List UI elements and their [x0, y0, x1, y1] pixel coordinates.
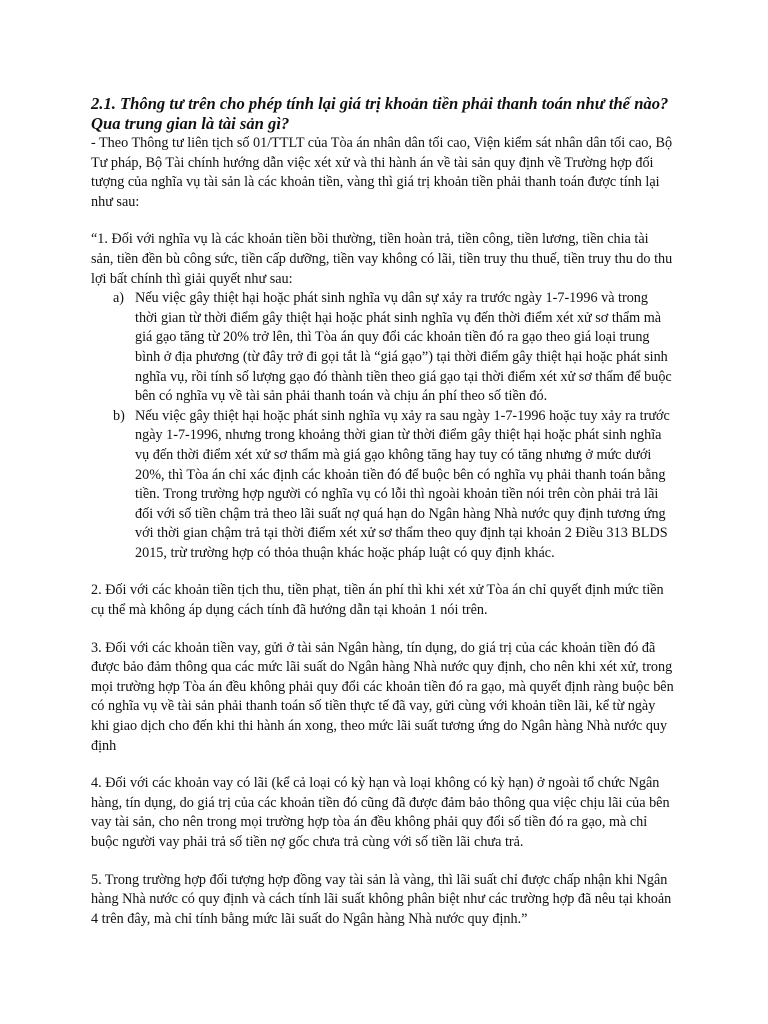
list-item-a [91, 289, 674, 407]
list-item-text: Nếu việc gây thiệt hại hoặc phát sinh nghĩa vụ xảy ra sau ngày 1-7-1996 hoặc tuy xảy ra trước ngày 1-7-1996, nhưng trong khoảng thời gian từ thời điểm gây thiệt hại hoặc phát sinh nghĩa vụ đến thời điểm xét xử sơ thẩm mà giá gạo không tăng hay tuy có tăng nhưng ở mức dưới 20%, thì Tòa án chỉ xác định các khoản tiền đó để buộc bên có nghĩa vụ phải thanh toán bằng tiền. Trong trường hợp người có nghĩa vụ có lỗi thì ngoài khoản tiền nói trên còn phải trả lãi đối với số tiền chậm trả theo lãi suất nợ quá hạn do Ngân hàng Nhà nước quy định tương ứng với thời gian chậm trả tại thời điểm xét xử sơ thẩm theo quy định tại khoản 2 Điều 313 BLDS 2015, trừ trường hợp có thỏa thuận khác hoặc pháp luật có quy định khác. [135, 407, 670, 561]
section-heading: 2.1. Thông tư trên cho phép tính lại giá trị khoản tiền phải thanh toán như thế nào? Qua trung gian là tài sản gì? [91, 94, 669, 133]
section-5-paragraph: 5. Trong trường hợp đối tượng hợp đồng vay tài sản là vàng, thì lãi suất chỉ được chấp nhận khi Ngân hàng Nhà nước có quy định và cách tính lãi suất không phân biệt như các trường hợp đã nêu tại khoản 4 trên đây, mà chỉ tính bằng mức lãi suất do Ngân hàng Nhà nước quy định.” [91, 871, 672, 927]
intro-paragraph: - Theo Thông tư liên tịch số 01/TTLT của Tòa án nhân dân tối cao, Viện kiểm sát nhân dân tối cao, Bộ Tư pháp, Bộ Tài chính hướng dẫn việc xét xử và thi hành án về tài sản quy định về Trường hợp đối tượng của nghĩa vụ tài sản là các khoản tiền, vàng thì giá trị khoản tiền phải thanh toán được tính lại như sau: [91, 135, 673, 210]
list-item-text: Nếu việc gây thiệt hại hoặc phát sinh nghĩa vụ dân sự xảy ra trước ngày 1-7-1996 và trong thời gian từ thời điểm gây thiệt hại hoặc phát sinh nghĩa vụ đến thời điểm xét xử sơ thẩm mà giá gạo tăng từ 20% trở lên, thì Tòa án quy đổi các khoản tiền đó ra gạo theo giá loại trung bình ở địa phương (từ đây trở đi gọi tắt là “giá gạo”) tại thời điểm gây thiệt hại hoặc phát sinh nghĩa vụ, rồi tính số lượng gạo đó thành tiền theo giá gạo tại thời điểm xét xử sơ thẩm để buộc bên có nghĩa vụ về tài sản phải thanh toán và chịu án phí theo số tiền đó. [135, 290, 672, 405]
list-marker: b) [113, 407, 125, 424]
section-3-paragraph: 3. Đối với các khoản tiền vay, gửi ở tài sản Ngân hàng, tín dụng, do giá trị của các khoản tiền đó đã được bảo đảm thông qua các mức lãi suất do Ngân hàng Nhà nước quy định, cho nên khi xét xử, trong mọi trường hợp Tòa án đều không phải quy đổi các khoản tiền đó ra gạo, mà quyết định ràng buộc bên có nghĩa vụ về tài sản phải thanh toán số tiền thực tế đã vay, gửi cùng với khoản tiền lãi, kể từ ngày khi giao dịch cho đến khi thi hành án xong, theo mức lãi suất tương ứng do Ngân hàng Nhà nước quy định [91, 639, 674, 754]
list-marker: a) [113, 290, 125, 307]
section-1-lead: “1. Đối với nghĩa vụ là các khoản tiền bồi thường, tiền hoàn trả, tiền công, tiền lương, tiền chia tài sản, tiền đền bù công sức, tiền cấp dưỡng, tiền vay không có lãi, tiền truy thu thuế, tiền truy thu do thu lợi bất chính thì giải quyết như sau: [91, 231, 673, 287]
section-2-paragraph: 2. Đối với các khoản tiền tịch thu, tiền phạt, tiền án phí thì khi xét xử Tòa án chỉ quyết định mức tiền cụ thể mà không áp dụng cách tính đã hướng dẫn tại khoản 1 nói trên. [91, 582, 664, 619]
list-item-b [91, 407, 674, 564]
section-1-list [91, 289, 674, 563]
section-4-paragraph: 4. Đối với các khoản vay có lãi (kể cả loại có kỳ hạn và loại không có kỳ hạn) ở ngoài tổ chức Ngân hàng, tín dụng, do giá trị của các khoản tiền đó cũng đã được đảm bảo thông qua việc chịu lãi của bên vay tài sản, cho nên trong mọi trường hợp tòa án đều không phải quy đổi số tiền đó ra gạo, mà chỉ buộc người vay phải trả số tiền nợ gốc chưa trả cùng với số tiền lãi chưa trả. [91, 775, 670, 850]
